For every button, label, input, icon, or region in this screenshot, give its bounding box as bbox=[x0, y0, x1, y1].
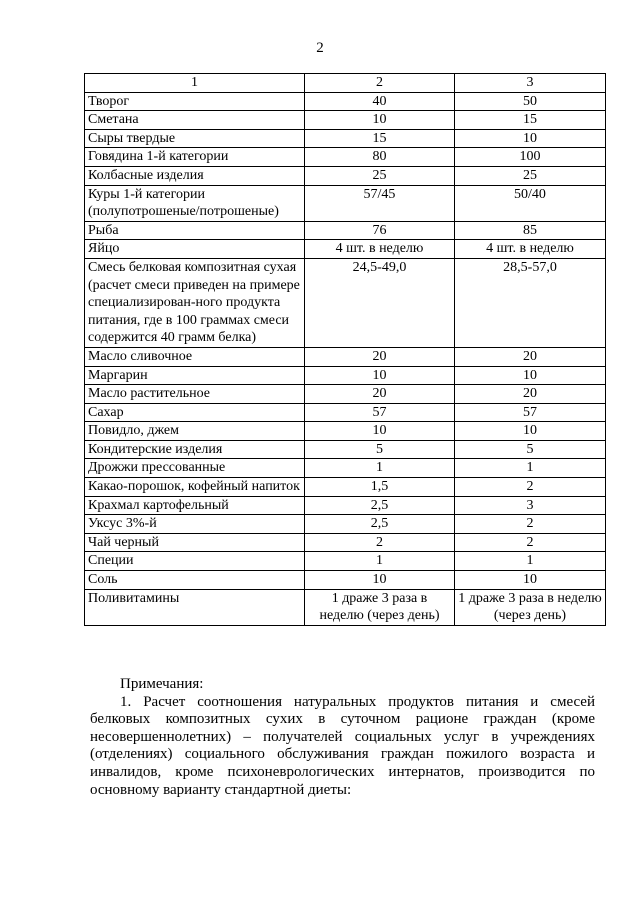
norm-col3-cell: 1 bbox=[455, 459, 606, 478]
product-name-cell: Поливитамины bbox=[85, 589, 305, 625]
product-name-cell: Говядина 1-й категории bbox=[85, 148, 305, 167]
table-row bbox=[85, 422, 606, 441]
product-name-cell: Колбасные изделия bbox=[85, 166, 305, 185]
norm-col3-cell: 4 шт. в неделю bbox=[455, 240, 606, 259]
norm-col2-cell: 5 bbox=[305, 440, 455, 459]
norm-col3-cell: 2 bbox=[455, 478, 606, 497]
norm-col2-cell: 1 драже 3 раза в неделю (через день) bbox=[305, 589, 455, 625]
table-body bbox=[85, 92, 606, 625]
norm-col3-cell: 15 bbox=[455, 111, 606, 130]
norm-col2-cell: 40 bbox=[305, 92, 455, 111]
norm-col2-cell: 24,5-49,0 bbox=[305, 258, 455, 347]
table-row bbox=[85, 240, 606, 259]
product-name-cell: Сахар bbox=[85, 403, 305, 422]
notes-section bbox=[90, 676, 595, 799]
table-row bbox=[85, 92, 606, 111]
product-name-cell: Куры 1-й категории (полупотрошеные/потрошеные) bbox=[85, 185, 305, 221]
norm-col2-cell: 20 bbox=[305, 347, 455, 366]
product-name-cell: Крахмал картофельный bbox=[85, 496, 305, 515]
norm-col2-cell: 1 bbox=[305, 459, 455, 478]
table-row bbox=[85, 459, 606, 478]
product-name-cell: Какао-порошок, кофейный напиток bbox=[85, 478, 305, 497]
norm-col2-cell: 2 bbox=[305, 533, 455, 552]
norm-col3-cell: 2 bbox=[455, 533, 606, 552]
product-name-cell: Смесь белковая композитная сухая (расчет смеси приведен на примере специализирован-ного продукта питания, где в 100 граммах смеси содержится 40 грамм белка) bbox=[85, 258, 305, 347]
norm-col2-cell: 10 bbox=[305, 366, 455, 385]
table-row bbox=[85, 533, 606, 552]
table-row bbox=[85, 589, 606, 625]
product-name-cell: Сыры твердые bbox=[85, 129, 305, 148]
norm-col2-cell: 20 bbox=[305, 385, 455, 404]
page-number: 2 bbox=[316, 40, 324, 56]
product-name-cell: Соль bbox=[85, 571, 305, 590]
norm-col3-cell: 25 bbox=[455, 166, 606, 185]
product-name-cell: Масло сливочное bbox=[85, 347, 305, 366]
notes-title: Примечания: bbox=[120, 676, 204, 692]
product-name-cell: Рыба bbox=[85, 221, 305, 240]
product-name-cell: Творог bbox=[85, 92, 305, 111]
table-row bbox=[85, 221, 606, 240]
norm-col3-cell: 10 bbox=[455, 366, 606, 385]
table-row bbox=[85, 366, 606, 385]
table-row bbox=[85, 185, 606, 221]
norm-col2-cell: 2,5 bbox=[305, 515, 455, 534]
norm-col3-cell: 5 bbox=[455, 440, 606, 459]
header-col-1: 1 bbox=[85, 74, 305, 93]
product-name-cell: Повидло, джем bbox=[85, 422, 305, 441]
product-name-cell: Чай черный bbox=[85, 533, 305, 552]
table-row bbox=[85, 571, 606, 590]
norm-col2-cell: 10 bbox=[305, 571, 455, 590]
norm-col3-cell: 20 bbox=[455, 347, 606, 366]
product-name-cell: Маргарин bbox=[85, 366, 305, 385]
header-col-2: 2 bbox=[305, 74, 455, 93]
product-name-cell: Яйцо bbox=[85, 240, 305, 259]
table-row bbox=[85, 403, 606, 422]
table-row bbox=[85, 496, 606, 515]
norm-col3-cell: 100 bbox=[455, 148, 606, 167]
norm-col2-cell: 10 bbox=[305, 422, 455, 441]
norm-col3-cell: 1 bbox=[455, 552, 606, 571]
table-row bbox=[85, 440, 606, 459]
norm-col3-cell: 2 bbox=[455, 515, 606, 534]
norm-col3-cell: 10 bbox=[455, 129, 606, 148]
header-col-3: 3 bbox=[455, 74, 606, 93]
product-name-cell: Сметана bbox=[85, 111, 305, 130]
norm-col2-cell: 2,5 bbox=[305, 496, 455, 515]
table-row bbox=[85, 111, 606, 130]
norm-col3-cell: 10 bbox=[455, 571, 606, 590]
table-row bbox=[85, 148, 606, 167]
norm-col3-cell: 85 bbox=[455, 221, 606, 240]
norm-col3-cell: 10 bbox=[455, 422, 606, 441]
norm-col3-cell: 57 bbox=[455, 403, 606, 422]
product-name-cell: Специи bbox=[85, 552, 305, 571]
table-row bbox=[85, 166, 606, 185]
note-item-1: 1. Расчет соотношения натуральных продуктов питания и смесей белковых композитных сухих в суточном рационе граждан (кроме несовершеннолетних) – получателей социальных услуг в учреждениях (отделениях) социального обслуживания граждан пожилого возраста и инвалидов, кроме психоневрологических интернатов, производится по основному варианту стандартной диеты: bbox=[90, 693, 595, 798]
norm-col2-cell: 25 bbox=[305, 166, 455, 185]
norm-col2-cell: 15 bbox=[305, 129, 455, 148]
norm-col3-cell: 50/40 bbox=[455, 185, 606, 221]
norm-col2-cell: 57/45 bbox=[305, 185, 455, 221]
table-row bbox=[85, 478, 606, 497]
norm-col2-cell: 57 bbox=[305, 403, 455, 422]
norm-col2-cell: 80 bbox=[305, 148, 455, 167]
norm-col3-cell: 3 bbox=[455, 496, 606, 515]
table-row bbox=[85, 347, 606, 366]
table-header-row bbox=[85, 74, 606, 93]
norm-col2-cell: 76 bbox=[305, 221, 455, 240]
norm-col3-cell: 20 bbox=[455, 385, 606, 404]
norm-col3-cell: 50 bbox=[455, 92, 606, 111]
product-name-cell: Уксус 3%-й bbox=[85, 515, 305, 534]
product-name-cell: Масло растительное bbox=[85, 385, 305, 404]
table-row bbox=[85, 515, 606, 534]
food-norms-table bbox=[84, 73, 606, 626]
product-name-cell: Кондитерские изделия bbox=[85, 440, 305, 459]
table-row bbox=[85, 258, 606, 347]
norm-col2-cell: 1,5 bbox=[305, 478, 455, 497]
norm-col3-cell: 1 драже 3 раза в неделю (через день) bbox=[455, 589, 606, 625]
norm-col3-cell: 28,5-57,0 bbox=[455, 258, 606, 347]
table-row bbox=[85, 129, 606, 148]
norm-col2-cell: 4 шт. в неделю bbox=[305, 240, 455, 259]
table-row bbox=[85, 385, 606, 404]
norm-col2-cell: 1 bbox=[305, 552, 455, 571]
product-name-cell: Дрожжи прессованные bbox=[85, 459, 305, 478]
norm-col2-cell: 10 bbox=[305, 111, 455, 130]
table-row bbox=[85, 552, 606, 571]
